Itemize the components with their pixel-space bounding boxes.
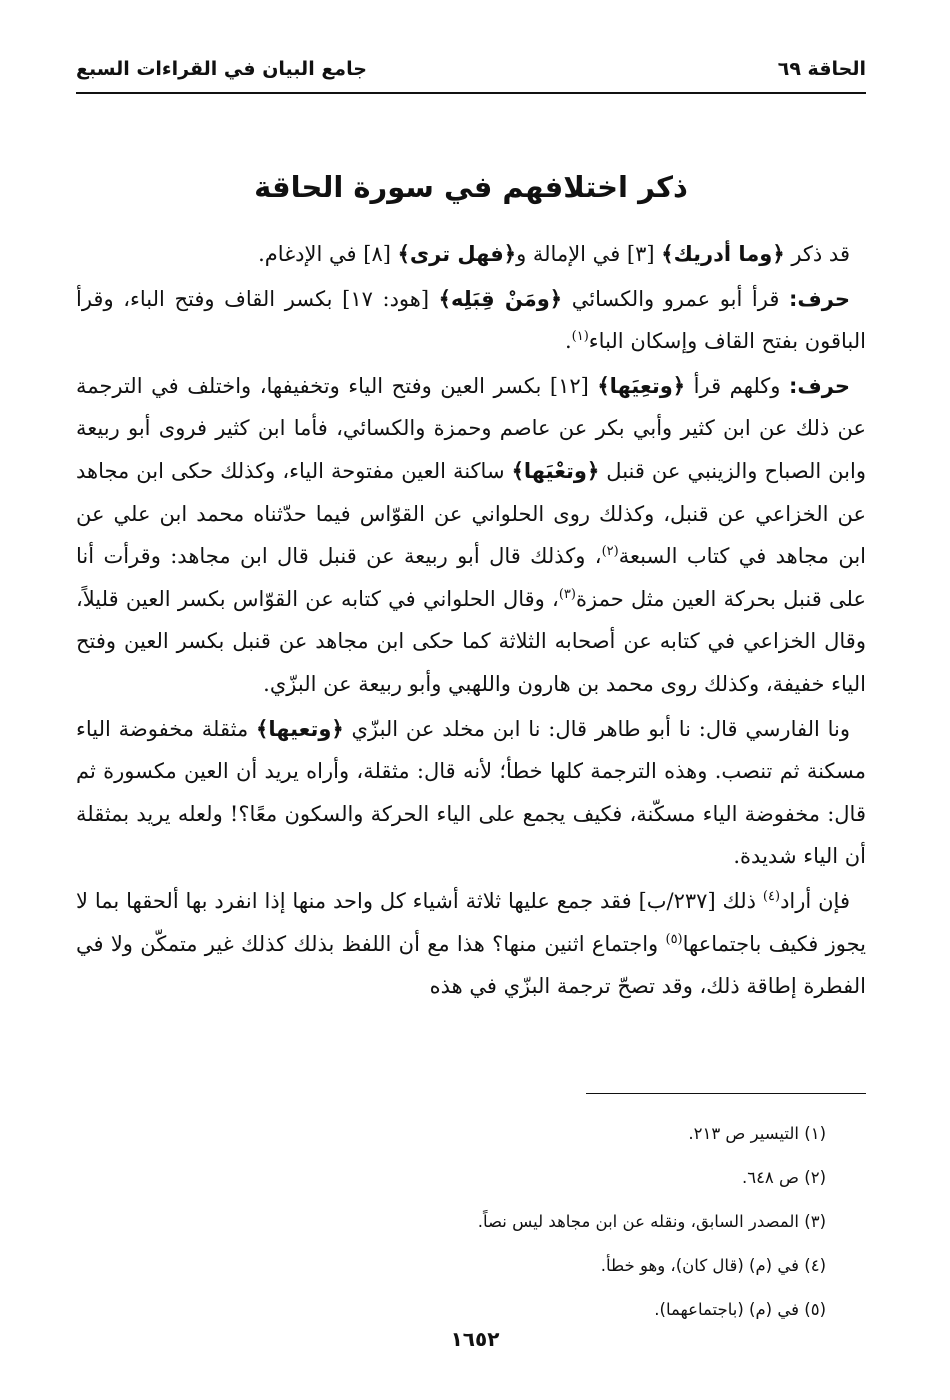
harf-label: حرف: — [789, 373, 850, 398]
text-run: [٣] في الإمالة و — [516, 242, 662, 266]
text-run: [٨] في الإدغام. — [258, 242, 398, 266]
quran-quote: ﴿وما أدريك﴾ — [661, 242, 785, 266]
text-run: قرأ أبو عمرو والكسائي — [562, 286, 789, 311]
quran-quote: ﴿وتعِيَها﴾ — [597, 373, 686, 398]
quran-quote: ﴿وتعْيَها﴾ — [511, 458, 600, 483]
section-title: ذكر اختلافهم في سورة الحاقة — [254, 170, 688, 204]
harf-label: حرف: — [789, 286, 850, 311]
main-text — [76, 233, 866, 1010]
quran-quote: ﴿ومَنْ قِبَلِه﴾ — [438, 286, 563, 311]
footnote-ref: (٤) — [762, 888, 781, 904]
footnote-ref: (٥) — [665, 931, 683, 947]
text-run: وكلهم قرأ — [685, 373, 789, 398]
footnote-3: (٣) المصدر السابق، ونقله عن ابن مجاهد ليس نصاً. — [477, 1212, 826, 1231]
paragraph-2 — [76, 278, 866, 363]
text-run: واجتماع اثنين منها؟ هذا مع أن اللفظ بذلك كذلك غير متمكّن ولا في الفطرة إطاقة ذلك، وقد تصحّ ترجمة البزّي في هذه — [76, 931, 866, 999]
footnote-2: (٢) ص ٦٤٨. — [741, 1168, 826, 1187]
text-run: فإن أراد — [780, 888, 850, 913]
footnote-ref: (٣) — [558, 586, 576, 602]
footnote-5: (٥) في (م) (باجتماعهما). — [654, 1300, 826, 1319]
text-run: مثقلة مخفوضة الياء مسكنة ثم تنصب. وهذه الترجمة كلها خطأ؛ لأنه قال: مثقلة، وأراه يريد أن العين مكسورة ثم قال: مخفوضة الياء مسكّنة، فكيف يجمع على الياء الحركة والسكون معًا؟! ولعله يريد بمثقلة أن الياء شديدة. — [76, 716, 866, 869]
text-run: . — [564, 329, 572, 354]
text-run: [هود: ١٧] بكسر القاف وفتح الباء، وقرأ الباقون بفتح القاف وإسكان الباء — [76, 286, 866, 354]
footnote-ref: (١) — [571, 329, 589, 345]
page-number: ١٦٥٢ — [450, 1327, 500, 1351]
text-run: ، وقال الحلواني في كتابه عن القوّاس بكسر العين قليلاً، وقال الخزاعي في كتابه عن أصحابه الثلاثة كما حكى ابن مجاهد عن قنبل بكسر العين وفتح الياء خفيفة، وكذلك روى محمد بن هارون واللهبي وأبو ربيعة عن البزّي. — [76, 586, 866, 696]
header-divider — [76, 92, 866, 94]
text-run: ونا الفارسي قال: نا أبو طاهر قال: نا ابن مخلد عن البزّي — [343, 716, 851, 741]
footnote-ref: (٢) — [601, 544, 619, 560]
text-run: قد ذكر — [784, 242, 850, 266]
running-header — [76, 58, 866, 88]
paragraph-5 — [76, 880, 866, 1008]
paragraph-1 — [76, 233, 866, 276]
text-run: ساكنة العين مفتوحة الياء، وكذلك حكى ابن مجاهد عن الخزاعي عن قنبل، وكذلك روى الحلواني عن القوّاس فيما حدّثناه محمد ابن علي عن ابن مجاهد في كتاب السبعة — [76, 458, 867, 569]
paragraph-4 — [76, 708, 866, 878]
footnote-divider — [586, 1093, 866, 1094]
footnote-1: (١) التيسير ص ٢١٣. — [688, 1124, 826, 1143]
footnote-4: (٤) في (م) (قال كان)، وهو خطأ. — [600, 1256, 826, 1275]
quran-quote: ﴿فهل ترى﴾ — [397, 242, 517, 266]
text-run: ، وكذلك قال أبو ربيعة عن قنبل قال ابن مجاهد: وقرأت أنا على قنبل بحركة العين مثل حمزة — [76, 544, 866, 611]
header-surah-page: الحاقة ٦٩ — [777, 58, 866, 80]
quran-quote: ﴿وتعيها﴾ — [256, 716, 344, 741]
footnotes — [76, 1112, 826, 1332]
text-run: [١٢] بكسر العين وفتح الياء وتخفيفها، واختلف في الترجمة عن ذلك عن ابن كثير وأبي بكر عن عاصم وحمزة والكسائي، فأما ابن كثير فروى أبو ربيعة وابن الصباح والزينبي عن قنبل — [76, 373, 866, 483]
paragraph-3 — [76, 365, 866, 706]
text-run: ذلك [٢٣٧/ب] فقد جمع عليها ثلاثة أشياء كل واحد منها إذا انفرد بها ألحقها بما لا يجوز فكيف باجتماعها — [76, 888, 866, 956]
header-book-title: جامع البيان في القراءات السبع — [76, 58, 367, 80]
